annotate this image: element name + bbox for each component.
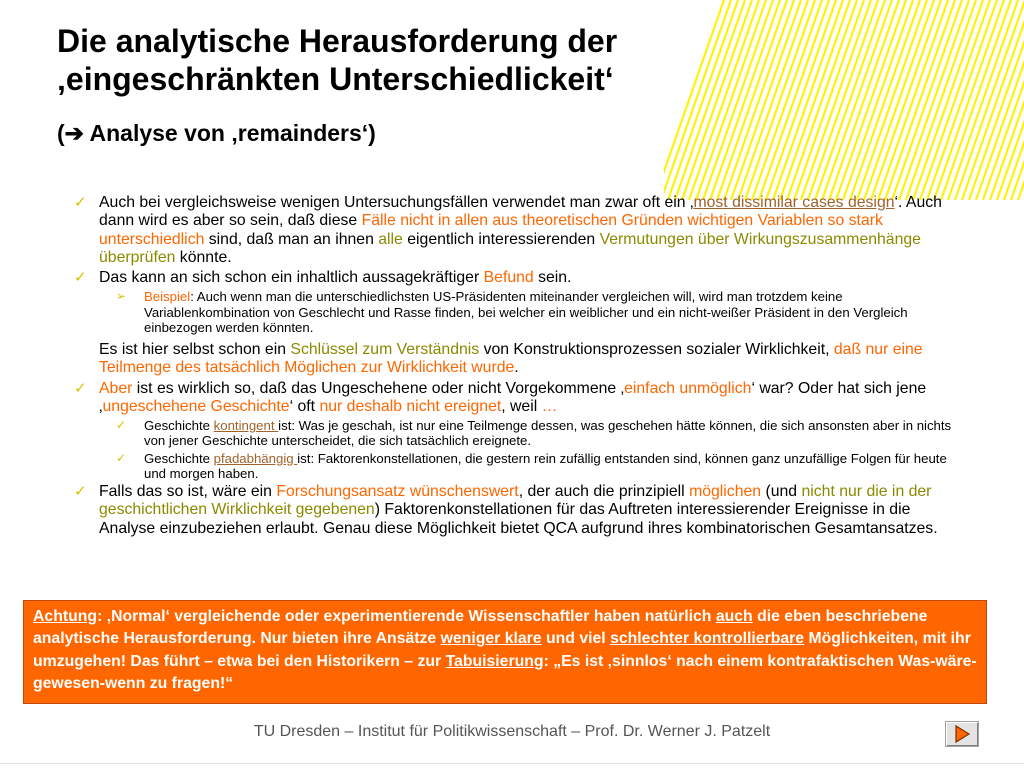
text: eigentlich interessierenden [402,230,600,248]
text: Es ist hier selbst schon ein [99,341,291,359]
slide-title [57,22,857,98]
divider [0,763,1024,764]
sub-bullet-pfadabhaengig [64,451,969,481]
highlight: Beispiel [144,289,191,305]
text: Geschichte [144,450,214,466]
subtitle-text: Analyse von ‚remainders‘) [83,120,376,146]
text: Das kann an sich schon ein inhaltlich aussagekräftiger [99,269,484,287]
check-icon: ✓ [116,450,127,465]
highlight: nur deshalb nicht ereignet [319,397,502,415]
text: Falls das so ist, wäre ein [99,483,277,501]
arrow-right-icon: ➔ [64,120,84,146]
subtitle-open: ( [57,120,65,146]
highlight: Vermutungen über Wirkungszusammenhänge überprüfen [99,230,921,266]
note-underlined: auch [715,608,753,625]
text: Geschichte [144,418,214,434]
title-line-2: ‚eingeschränkten Unterschiedlickeit‘ [57,61,614,97]
text: : Auch wenn man die unterschiedlichsten US-Präsidenten miteinander vergleichen will, wird man trotzdem keine Variablenkombination von Geschlecht und Rasse finden, bei welcher ein weiblicher und ein nicht-weißer Präsident in den Vergleich einbezogen werden könnten. [144,289,908,335]
bullet-4 [64,483,969,538]
sub-bullet-beispiel [64,289,969,335]
text: ist: Faktorenkonstellationen, die gestern rein zufällig entstanden sind, können ganz unzufällige Folgen für heute und morgen haben. [144,450,947,481]
note-text: : ‚Normal‘ vergleichende oder experimentierende Wissenschaftler haben natürlich [97,608,716,625]
link-most-dissimilar[interactable]: most dissimilar cases design [693,194,895,211]
note-underlined: Tabuisierung [445,652,544,670]
note-text: die eben beschriebene analytische Herausforderung. Nur bieten ihre Ansätze [33,608,928,648]
text: . [514,359,519,377]
check-icon: ✓ [74,379,87,397]
arrowhead-icon: ➢ [116,289,127,304]
slide-subtitle [57,119,376,147]
check-icon: ✓ [74,483,87,501]
highlight: möglichen [689,483,762,501]
highlight: nicht nur die in der geschichtlichen Wirklichkeit gegebenen [99,483,932,519]
link-pfadabhaengig[interactable]: pfadabhängig [213,450,298,466]
bullet-2 [64,269,969,287]
text: sind, daß man an ihnen [204,230,379,248]
bullet-2-continuation [64,341,969,378]
highlight: ungeschehene Geschichte [102,397,290,415]
text: ) Faktorenkonstellationen für das Auftreten interessierender Ereignisse in die Analyse einzubeziehen erlaubt. Genau diese Möglichkeit bietet QCA aufgrund ihres kombinatorischen Gesamtansatzes. [99,501,938,537]
check-icon: ✓ [116,418,127,433]
next-slide-button[interactable] [945,721,979,747]
warning-box [23,600,987,704]
sub-bullet-kontingent [64,418,969,448]
text: ‘. Auch dann wird es aber so sein, daß diese [99,194,942,230]
text: von Konstruktionsprozessen sozialer Wirklichkeit, [479,341,834,359]
highlight: einfach unmöglich [624,379,752,397]
slide-footer: TU Dresden – Institut für Politikwissenschaft – Prof. Dr. Werner J. Patzelt [253,723,771,740]
note-text: Möglichkeiten, mit ihr umzugehen! Das führt – etwa bei den Historikern – zur [33,630,971,670]
slide-body [64,194,969,540]
text: ‘ war? Oder hat sich jene ‚ [99,379,927,415]
note-underlined: Achtung [33,608,98,625]
text: Auch bei vergleichsweise wenigen Untersuchungsfällen verwendet man zwar oft ein ‚ [99,194,694,211]
text: , weil [501,397,542,415]
text: (und [761,483,802,501]
check-icon: ✓ [74,269,87,287]
note-underlined: weniger klare [440,630,542,648]
text: , der auch die prinzipiell [518,483,690,501]
highlight: … [541,397,558,415]
link-kontingent[interactable]: kontingent [213,418,279,434]
note-underlined: schlechter kontrollierbare [610,630,805,648]
highlight: daß nur eine Teilmenge des tatsächlich Möglichen zur Wirklichkeit wurde [99,341,923,377]
highlight: Befund [483,269,534,287]
text: ist es wirklich so, daß das Ungeschehene oder nicht Vorgekommene ‚ [132,379,625,397]
text: ist: Was je geschah, ist nur eine Teilmenge dessen, was geschehen hätte können, die sich ansonsten aber in nichts von jener Geschichte unterscheidet, die sich tatsächlich ereignete. [144,418,952,449]
text: könnte. [175,248,232,266]
bullet-3 [64,380,969,417]
text: ‘ oft [289,397,320,415]
highlight: Aber [99,379,133,397]
highlight: Forschungsansatz wünschenswert [276,483,519,501]
highlight: alle [378,230,403,248]
note-text: und viel [541,630,611,648]
check-icon: ✓ [74,194,87,211]
text: sein. [533,269,572,287]
highlight: Fälle nicht in allen aus theoretischen Gründen wichtigen Variablen so stark unterschiedlich [99,212,883,248]
next-arrow-icon [946,722,978,746]
note-text: : „Es ist ‚sinnlos‘ nach einem kontrafaktischen Was-wäre-gewesen-wenn zu fragen!“ [33,652,977,693]
title-line-1: Die analytische Herausforderung der [57,23,618,59]
highlight: Schlüssel zum Verständnis [290,341,480,359]
bullet-1 [64,194,969,267]
